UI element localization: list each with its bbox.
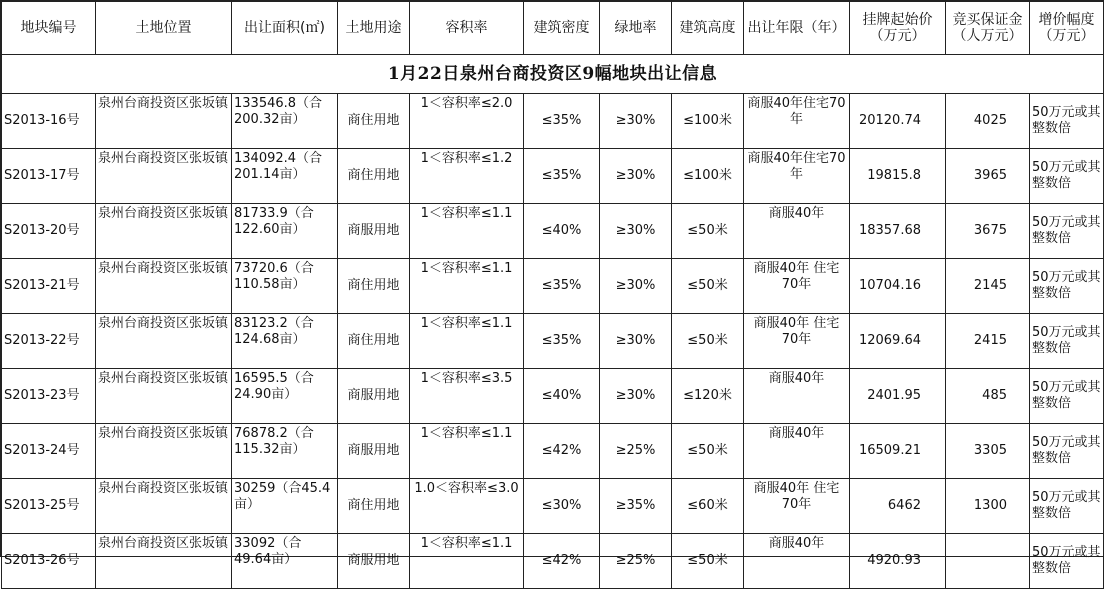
cell-far: 1＜容积率≤1.1 — [410, 424, 524, 479]
cell-height: ≤60米 — [672, 479, 744, 534]
cell-deposit: 2415 — [946, 314, 1030, 369]
cell-usage: 商服用地 — [338, 424, 410, 479]
cell-plot-no: S2013-24号 — [2, 424, 96, 479]
cell-area: 133546.8（合200.32亩） — [232, 94, 338, 149]
cell-green-rate: ≥30% — [600, 369, 672, 424]
cell-height: ≤50米 — [672, 314, 744, 369]
cell-start-price: 2401.95 — [850, 369, 946, 424]
cell-density: ≤30% — [524, 479, 600, 534]
cell-green-rate: ≥25% — [600, 534, 672, 589]
cell-density: ≤40% — [524, 369, 600, 424]
cell-increment: 50万元或其整数倍 — [1030, 204, 1104, 259]
table-row — [2, 369, 1104, 424]
cell-start-price: 12069.64 — [850, 314, 946, 369]
cell-green-rate: ≥30% — [600, 204, 672, 259]
cell-increment: 50万元或其整数倍 — [1030, 149, 1104, 204]
cell-term: 商服40年 — [744, 204, 850, 259]
cell-plot-no: S2013-26号 — [2, 534, 96, 589]
cell-increment: 50万元或其整数倍 — [1030, 314, 1104, 369]
cell-far: 1＜容积率≤1.1 — [410, 314, 524, 369]
cell-location: 泉州台商投资区张坂镇 — [96, 259, 232, 314]
cell-usage: 商住用地 — [338, 94, 410, 149]
header-plot-no: 地块编号 — [2, 2, 96, 55]
header-location: 土地位置 — [96, 2, 232, 55]
cell-usage: 商住用地 — [338, 314, 410, 369]
table-row — [2, 149, 1104, 204]
cell-green-rate: ≥30% — [600, 94, 672, 149]
cell-plot-no: S2013-20号 — [2, 204, 96, 259]
cell-density: ≤42% — [524, 424, 600, 479]
cell-deposit: 4025 — [946, 94, 1030, 149]
table-row — [2, 314, 1104, 369]
cell-far: 1＜容积率≤1.1 — [410, 204, 524, 259]
cell-plot-no: S2013-17号 — [2, 149, 96, 204]
cell-increment: 50万元或其整数倍 — [1030, 479, 1104, 534]
cell-start-price: 6462 — [850, 479, 946, 534]
header-start-price: 挂牌起始价（万元） — [850, 2, 946, 55]
cell-plot-no: S2013-23号 — [2, 369, 96, 424]
cell-start-price: 4920.93 — [850, 534, 946, 589]
header-area: 出让面积(㎡) — [232, 2, 338, 55]
cell-far: 1＜容积率≤1.1 — [410, 259, 524, 314]
cell-usage: 商服用地 — [338, 534, 410, 589]
cell-deposit: 485 — [946, 369, 1030, 424]
cell-start-price: 16509.21 — [850, 424, 946, 479]
cell-area: 83123.2（合124.68亩） — [232, 314, 338, 369]
cell-location: 泉州台商投资区张坂镇 — [96, 479, 232, 534]
cell-term: 商服40年 — [744, 534, 850, 589]
cell-plot-no: S2013-22号 — [2, 314, 96, 369]
cell-term: 商服40年 住宅70年 — [744, 259, 850, 314]
table-header-row — [2, 2, 1104, 55]
cell-plot-no: S2013-21号 — [2, 259, 96, 314]
header-far: 容积率 — [410, 2, 524, 55]
cell-area: 81733.9（合122.60亩） — [232, 204, 338, 259]
cell-increment: 50万元或其整数倍 — [1030, 94, 1104, 149]
table-row — [2, 424, 1104, 479]
cell-increment: 50万元或其整数倍 — [1030, 424, 1104, 479]
cell-start-price: 10704.16 — [850, 259, 946, 314]
cell-location: 泉州台商投资区张坂镇 — [96, 314, 232, 369]
cell-deposit — [946, 534, 1030, 589]
cell-density: ≤40% — [524, 204, 600, 259]
header-green-rate: 绿地率 — [600, 2, 672, 55]
cell-area: 134092.4（合201.14亩） — [232, 149, 338, 204]
cell-height: ≤120米 — [672, 369, 744, 424]
table-body — [2, 94, 1104, 589]
header-term: 出让年限（年） — [744, 2, 850, 55]
cell-start-price: 19815.8 — [850, 149, 946, 204]
cell-height: ≤50米 — [672, 259, 744, 314]
cell-usage: 商服用地 — [338, 369, 410, 424]
cell-increment: 50万元或其整数倍 — [1030, 534, 1104, 589]
table-row — [2, 534, 1104, 589]
cell-deposit: 3305 — [946, 424, 1030, 479]
cell-height: ≤50米 — [672, 204, 744, 259]
cell-usage: 商服用地 — [338, 204, 410, 259]
table-row — [2, 204, 1104, 259]
cell-height: ≤50米 — [672, 424, 744, 479]
cell-height: ≤100米 — [672, 94, 744, 149]
cell-deposit: 2145 — [946, 259, 1030, 314]
cell-area: 33092（合49.64亩） — [232, 534, 338, 589]
cell-deposit: 3965 — [946, 149, 1030, 204]
cell-usage: 商住用地 — [338, 259, 410, 314]
cell-far: 1.0＜容积率≤3.0 — [410, 479, 524, 534]
header-increment: 增价幅度（万元） — [1030, 2, 1104, 55]
cell-green-rate: ≥35% — [600, 479, 672, 534]
header-height: 建筑高度 — [672, 2, 744, 55]
cell-increment: 50万元或其整数倍 — [1030, 369, 1104, 424]
cell-usage: 商住用地 — [338, 149, 410, 204]
cell-green-rate: ≥25% — [600, 424, 672, 479]
cell-area: 76878.2（合115.32亩） — [232, 424, 338, 479]
table-row — [2, 94, 1104, 149]
cell-plot-no: S2013-16号 — [2, 94, 96, 149]
cell-term: 商服40年 住宅70年 — [744, 314, 850, 369]
header-density: 建筑密度 — [524, 2, 600, 55]
cell-height: ≤100米 — [672, 149, 744, 204]
cell-location: 泉州台商投资区张坂镇 — [96, 94, 232, 149]
cell-term: 商服40年 — [744, 369, 850, 424]
cell-density: ≤35% — [524, 94, 600, 149]
cell-term: 商服40年 住宅70年 — [744, 479, 850, 534]
header-usage: 土地用途 — [338, 2, 410, 55]
cell-start-price: 20120.74 — [850, 94, 946, 149]
cell-term: 商服40年住宅70年 — [744, 94, 850, 149]
cell-far: 1＜容积率≤3.5 — [410, 369, 524, 424]
cell-deposit: 1300 — [946, 479, 1030, 534]
cell-term: 商服40年 — [744, 424, 850, 479]
cell-density: ≤35% — [524, 259, 600, 314]
cell-area: 16595.5（合24.90亩） — [232, 369, 338, 424]
cell-plot-no: S2013-25号 — [2, 479, 96, 534]
cell-density: ≤42% — [524, 534, 600, 589]
cell-area: 30259（合45.4亩） — [232, 479, 338, 534]
cell-far: 1＜容积率≤1.2 — [410, 149, 524, 204]
cell-location: 泉州台商投资区张坂镇 — [96, 369, 232, 424]
cell-location: 泉州台商投资区张坂镇 — [96, 204, 232, 259]
cell-location: 泉州台商投资区张坂镇 — [96, 424, 232, 479]
cell-density: ≤35% — [524, 314, 600, 369]
cell-location: 泉州台商投资区张坂镇 — [96, 149, 232, 204]
table-row — [2, 259, 1104, 314]
cell-far: 1＜容积率≤2.0 — [410, 94, 524, 149]
table-title: 1月22日泉州台商投资区9幅地块出让信息 — [2, 55, 1104, 94]
cell-area: 73720.6（合110.58亩） — [232, 259, 338, 314]
header-deposit: 竞买保证金（人万元） — [946, 2, 1030, 55]
table-row — [2, 479, 1104, 534]
cell-green-rate: ≥30% — [600, 149, 672, 204]
land-auction-table — [1, 1, 1104, 589]
cell-usage: 商住用地 — [338, 479, 410, 534]
cell-far: 1＜容积率≤1.1 — [410, 534, 524, 589]
cell-term: 商服40年住宅70年 — [744, 149, 850, 204]
cell-increment: 50万元或其整数倍 — [1030, 259, 1104, 314]
cell-location: 泉州台商投资区张坂镇 — [96, 534, 232, 589]
cell-green-rate: ≥30% — [600, 314, 672, 369]
cell-height: ≤50米 — [672, 534, 744, 589]
cell-green-rate: ≥30% — [600, 259, 672, 314]
cell-start-price: 18357.68 — [850, 204, 946, 259]
cell-deposit: 3675 — [946, 204, 1030, 259]
cell-density: ≤35% — [524, 149, 600, 204]
